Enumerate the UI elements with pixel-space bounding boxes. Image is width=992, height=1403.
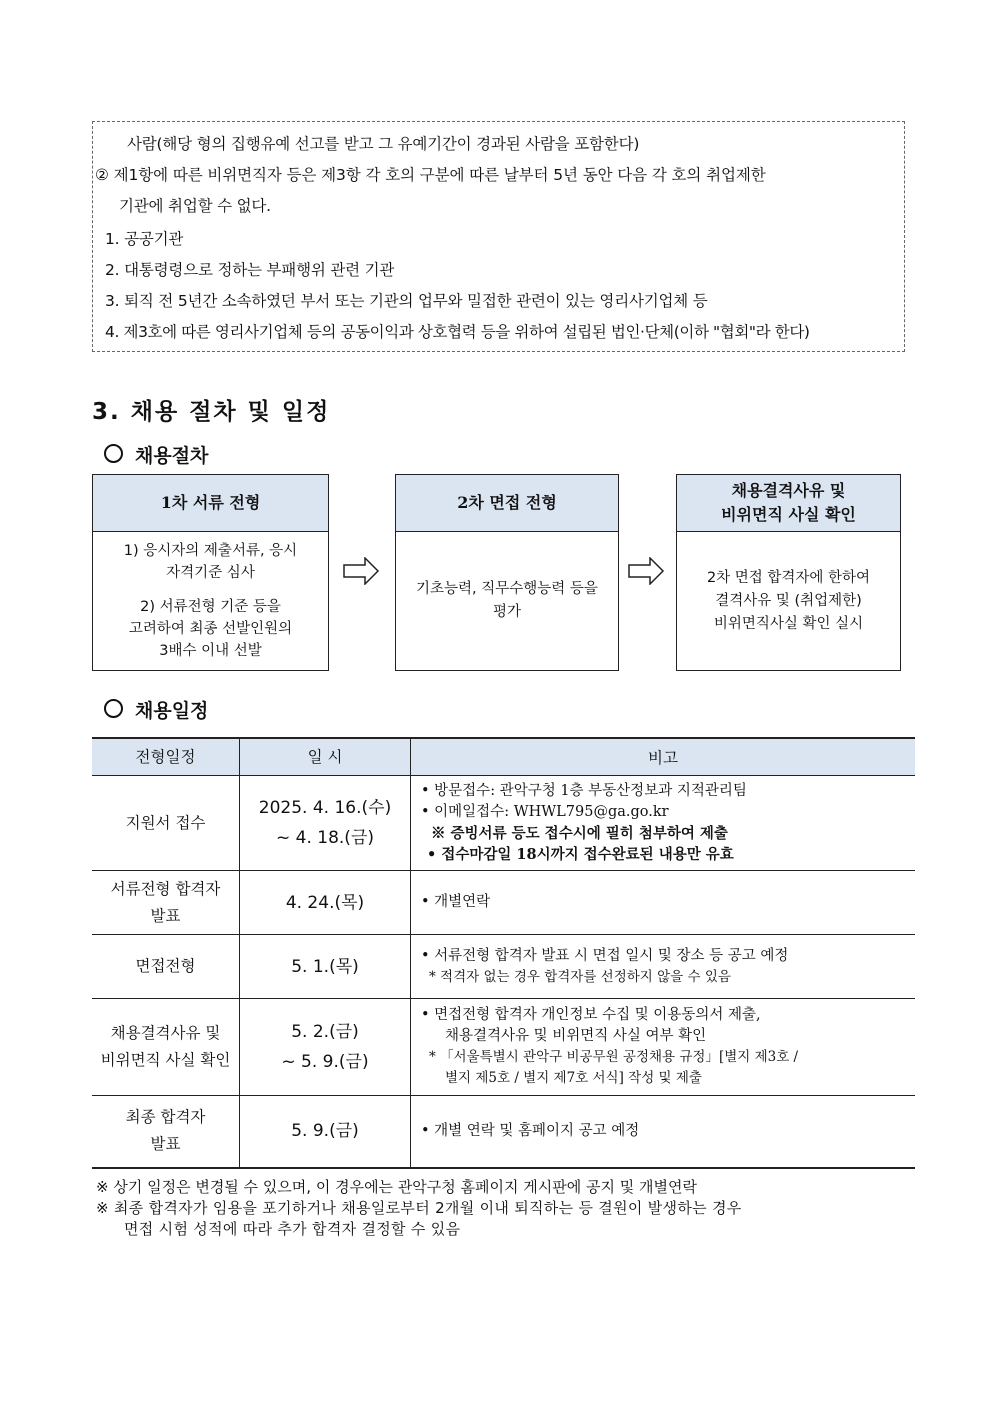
notes-cell	[411, 776, 916, 871]
law-line: 사람(해당 형의 집행유예 선고를 받고 그 유예기간이 경과된 사람을 포함한다)	[127, 135, 640, 153]
schedule-table	[92, 737, 915, 1169]
law-excerpt-box	[92, 121, 905, 352]
date-line: ~ 4. 18.(금)	[276, 828, 374, 848]
schedule-heading	[104, 696, 208, 723]
footnote: ※ 상기 일정은 변경될 수 있으며, 이 경우에는 관악구청 홈페이지 게시판에 공지 및 개별연락	[96, 1178, 697, 1196]
stage-cell	[92, 871, 240, 935]
note-line: 채용결격사유 및 비위면직 사실 여부 확인	[445, 1028, 707, 1044]
law-item: 1. 공공기관	[105, 230, 184, 248]
note-line: • 접수마감일 18시까지 접수완료된 내용만 유효	[427, 846, 734, 863]
footnote: ※ 최종 합격자가 임용을 포기하거나 채용일로부터 2개월 이내 퇴직하는 등 결원이 발생하는 경우	[96, 1199, 742, 1217]
procedure-step-2	[395, 474, 619, 671]
procedure-step-line: 평가	[492, 604, 521, 620]
procedure-step-line: 기초능력, 직무수행능력 등을	[416, 581, 598, 597]
stage-line: 채용결격사유 및	[110, 1024, 221, 1042]
table-row	[92, 935, 915, 999]
date-cell: 5. 1.(목)	[240, 935, 411, 999]
procedure-step-line: 1) 응시자의 제출서류, 응시	[123, 543, 298, 559]
procedure-step-line: 자격기준 심사	[166, 565, 255, 581]
stage-line: 발표	[150, 906, 181, 925]
law-item: 4. 제3호에 따른 영리사기업체 등의 공동이익과 상호협력 등을 위하여 설립된 법인·단체(이하 "협회"라 한다)	[105, 323, 810, 341]
note-line: • 이메일접수: WHWL795@ga.go.kr	[421, 804, 669, 820]
stage-cell: 면접전형	[92, 935, 240, 999]
section-title: 3. 채용 절차 및 일정	[92, 399, 331, 425]
law-item: 2. 대통령령으로 정하는 부패행위 관련 기관	[105, 261, 395, 279]
procedure-step-1	[92, 474, 329, 671]
notes-cell	[411, 1096, 916, 1168]
procedure-step-line: 2차 면접 합격자에 한하여	[706, 569, 871, 586]
note-line: * 적격자 없는 경우 합격자를 선정하지 않을 수 있음	[429, 968, 731, 985]
note-line: • 개별 연락 및 홈페이지 공고 예정	[421, 1122, 640, 1139]
note-line: • 서류전형 합격자 발표 시 면접 일시 및 장소 등 공고 예정	[421, 947, 789, 964]
note-line: 별지 제5호 / 별지 제7호 서식] 작성 및 제출	[445, 1070, 702, 1086]
stage-line: 최종 합격자	[125, 1108, 206, 1127]
footnote: 면접 시험 성적에 따라 추가 합격자 결정할 수 있음	[124, 1220, 461, 1238]
stage-cell	[92, 1096, 240, 1168]
circle-bullet-icon	[104, 699, 123, 718]
procedure-step-title	[677, 475, 900, 532]
procedure-step-body	[396, 532, 618, 670]
table-row	[92, 1096, 915, 1168]
procedure-step-line: 3배수 이내 선발	[159, 643, 262, 659]
table-header-row	[92, 738, 915, 776]
table-row	[92, 776, 915, 871]
table-row	[92, 871, 915, 935]
circle-bullet-icon	[104, 444, 123, 463]
date-line: ~ 5. 9.(금)	[281, 1052, 369, 1072]
procedure-step-title: 1차 서류 전형	[93, 475, 328, 532]
stage-line: 비위면직 사실 확인	[100, 1051, 231, 1069]
procedure-step-line: 2) 서류전형 기준 등을	[140, 599, 281, 615]
law-line: ② 제1항에 따른 비위면직자 등은 제3항 각 호의 구분에 따른 날부터 5년 동안 다음 각 호의 취업제한	[95, 166, 766, 184]
procedure-step-line: 고려하여 최종 선발인원의	[128, 621, 293, 637]
notes-cell	[411, 935, 916, 999]
date-line: 5. 2.(금)	[291, 1022, 359, 1042]
date-cell: 4. 24.(목)	[240, 871, 411, 935]
procedure-step-line: 비위면직사실 확인 실시	[713, 615, 864, 632]
date-cell	[240, 776, 411, 871]
date-cell	[240, 999, 411, 1096]
notes-cell	[411, 999, 916, 1096]
stage-cell: 지원서 접수	[92, 776, 240, 871]
note-line: ※ 증빙서류 등도 접수시에 필히 첨부하여 제출	[431, 825, 728, 842]
procedure-heading	[104, 441, 208, 468]
column-header: 전형일정	[92, 738, 240, 776]
law-line: 기관에 취업할 수 없다.	[119, 197, 271, 215]
arrow-right-icon	[628, 557, 665, 585]
notes-cell	[411, 871, 916, 935]
schedule-heading-label: 채용일정	[135, 700, 209, 722]
procedure-step-body	[93, 532, 328, 670]
note-line: • 개별연락	[421, 894, 491, 910]
date-cell: 5. 9.(금)	[240, 1096, 411, 1168]
procedure-heading-label: 채용절차	[135, 445, 209, 467]
stage-cell	[92, 999, 240, 1096]
stage-line: 서류전형 합격자	[110, 879, 221, 898]
column-header: 일 시	[240, 738, 411, 776]
column-header: 비고	[411, 738, 916, 776]
procedure-step-title-line: 비위면직 사실 확인	[721, 505, 856, 524]
procedure-step-title-line: 채용결격사유 및	[731, 481, 846, 500]
stage-line: 발표	[150, 1135, 181, 1154]
date-line: 2025. 4. 16.(수)	[258, 798, 392, 818]
arrow-right-icon	[343, 557, 380, 585]
note-line: * 「서울특별시 관악구 비공무원 공정채용 규정」[별지 제3호 /	[429, 1049, 799, 1065]
note-line: • 면접전형 합격자 개인정보 수집 및 이용동의서 제출,	[421, 1007, 761, 1023]
procedure-step-body	[677, 532, 900, 670]
table-row	[92, 999, 915, 1096]
procedure-step-title: 2차 면접 전형	[396, 475, 618, 532]
note-line: • 방문접수: 관악구청 1층 부동산정보과 지적관리팀	[421, 783, 747, 799]
law-item: 3. 퇴직 전 5년간 소속하였던 부서 또는 기관의 업무와 밀접한 관련이 있는 영리사기업체 등	[105, 292, 708, 310]
procedure-step-3	[676, 474, 901, 671]
procedure-step-line: 결격사유 및 (취업제한)	[715, 592, 862, 609]
